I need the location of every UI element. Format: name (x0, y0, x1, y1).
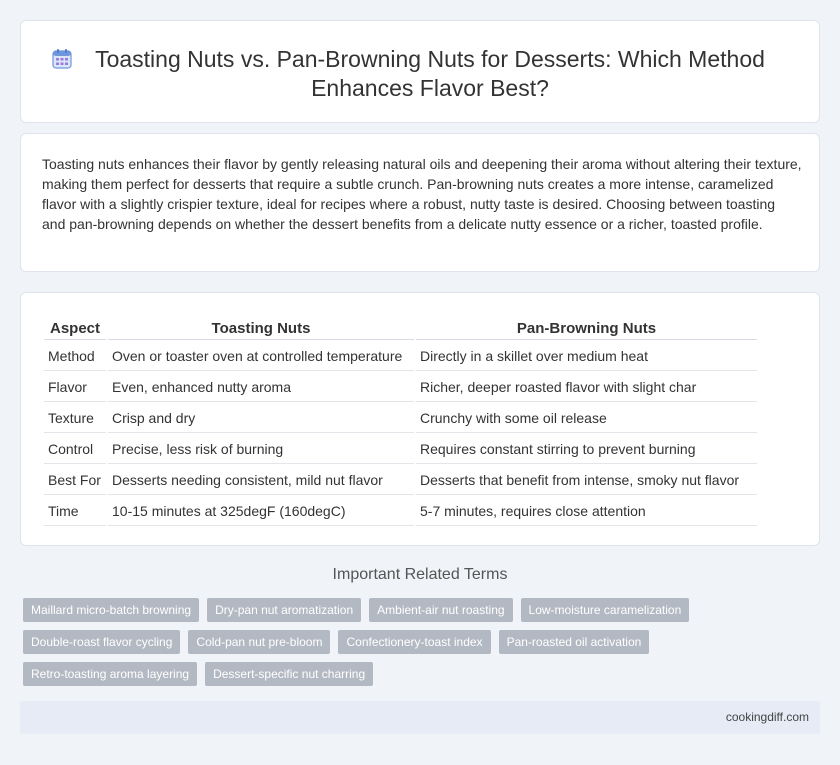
cell-aspect: Flavor (44, 373, 106, 402)
cell-aspect: Time (44, 497, 106, 526)
related-term-tag[interactable]: Confectionery-toast index (338, 630, 490, 654)
related-term-tag[interactable]: Double-roast flavor cycling (23, 630, 180, 654)
table-header-row (44, 316, 757, 340)
cell-toasting: Precise, less risk of burning (108, 435, 414, 464)
related-term-tag[interactable]: Dry-pan nut aromatization (207, 598, 361, 622)
cell-pan-browning: 5-7 minutes, requires close attention (416, 497, 757, 526)
related-term-tag[interactable]: Retro-toasting aroma layering (23, 662, 197, 686)
cell-toasting: 10-15 minutes at 325degF (160degC) (108, 497, 414, 526)
table-row (44, 373, 757, 402)
header-pan-browning: Pan-Browning Nuts (416, 316, 757, 340)
related-terms-heading: Important Related Terms (332, 566, 508, 583)
footer-bar (20, 701, 820, 734)
cell-pan-browning: Desserts that benefit from intense, smoky nut flavor (416, 466, 757, 495)
comparison-table (42, 314, 759, 528)
page-title: Toasting Nuts vs. Pan-Browning Nuts for Desserts: Which Method Enhances Flavor Best? (95, 46, 765, 101)
tag-row (23, 630, 703, 654)
related-term-tag[interactable]: Dessert-specific nut charring (205, 662, 373, 686)
related-term-tag[interactable]: Low-moisture caramelization (521, 598, 690, 622)
related-term-tag[interactable]: Pan-roasted oil activation (499, 630, 650, 654)
header-aspect: Aspect (44, 316, 106, 340)
related-term-tag[interactable]: Maillard micro-batch browning (23, 598, 199, 622)
cell-aspect: Best For (44, 466, 106, 495)
title-card (20, 20, 820, 123)
cell-pan-browning: Directly in a skillet over medium heat (416, 342, 757, 371)
comparison-card (20, 292, 820, 546)
footer-site-link[interactable]: cookingdiff.com (725, 710, 809, 724)
table-row (44, 404, 757, 433)
tag-row (23, 662, 703, 686)
header-toasting: Toasting Nuts (108, 316, 414, 340)
cell-pan-browning: Richer, deeper roasted flavor with slight char (416, 373, 757, 402)
table-row (44, 497, 757, 526)
cell-pan-browning: Crunchy with some oil release (416, 404, 757, 433)
cell-pan-browning: Requires constant stirring to prevent burning (416, 435, 757, 464)
cell-aspect: Method (44, 342, 106, 371)
cell-toasting: Even, enhanced nutty aroma (108, 373, 414, 402)
cell-toasting: Crisp and dry (108, 404, 414, 433)
cell-toasting: Oven or toaster oven at controlled temperature (108, 342, 414, 371)
cell-toasting: Desserts needing consistent, mild nut flavor (108, 466, 414, 495)
table-row (44, 466, 757, 495)
table-row (44, 435, 757, 464)
related-terms-list (23, 598, 703, 694)
tag-row (23, 598, 703, 622)
cell-aspect: Texture (44, 404, 106, 433)
related-term-tag[interactable]: Cold-pan nut pre-bloom (188, 630, 330, 654)
cell-aspect: Control (44, 435, 106, 464)
intro-paragraph: Toasting nuts enhances their flavor by gently releasing natural oils and deepening their aroma without altering their texture, making them perfect for desserts that require a subtle crunch. Pan-browning nuts creates a more intense, caramelized flavor with a slightly crispier texture, ideal for recipes where a robust, nutty taste is desired. Choosing between toasting and pan-browning depends on whether the dessert benefits from a delicate nutty essence or a richer, toasted profile. (42, 156, 802, 232)
intro-card (20, 133, 820, 272)
table-row (44, 342, 757, 371)
related-term-tag[interactable]: Ambient-air nut roasting (369, 598, 512, 622)
